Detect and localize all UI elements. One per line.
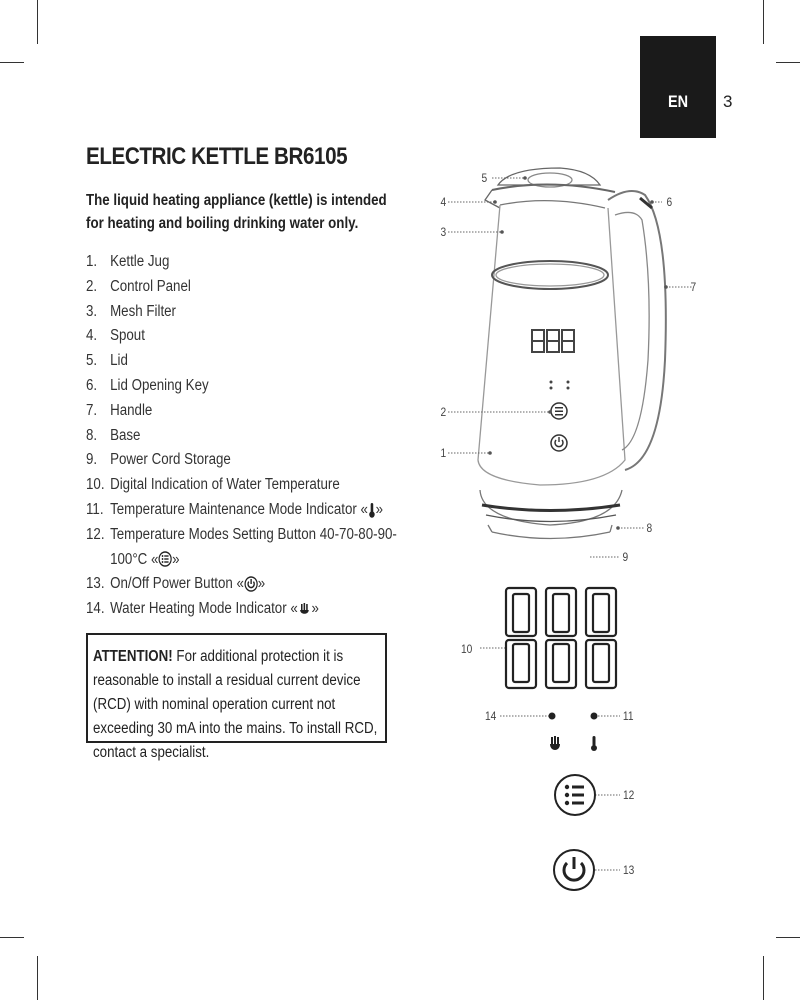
list-item: 9. Power Cord Storage [86,451,231,469]
attention-heading: ATTENTION! [93,648,173,665]
language-code: EN [667,92,689,111]
list-item: 4. Spout [86,327,145,345]
callout-5: 5 [481,171,488,185]
list-item: 5. Lid [86,352,128,370]
crop-mark [0,62,24,63]
attention-box [86,633,387,761]
list-item: 8. Base [86,426,141,444]
crop-mark [763,0,764,44]
list-item: 10. Digital Indication of Water Temperature [86,476,340,494]
callout-9: 9 [622,550,629,564]
list-item: 6. Lid Opening Key [86,376,209,394]
list-item: 11. Temperature Maintenance Mode Indicator « » [86,500,384,518]
thermometer-icon [368,502,376,518]
crop-mark [776,62,800,63]
intro-text: The liquid heating appliance (kettle) is intended for heating and boiling drinking water only. [86,192,387,232]
kettle-display-digits [532,330,574,352]
callout-12: 12 [623,788,635,802]
callout-13: 13 [623,863,635,877]
crop-mark [37,956,38,1000]
steam-hand-icon [298,601,312,617]
kettle-diagram [430,160,700,570]
list-item: 7. Handle [86,401,153,419]
page-number: 3 [723,92,733,111]
callout-4: 4 [440,195,447,209]
parts-list [86,250,397,622]
list-item: 2. Control Panel [86,277,191,295]
list-item: 13. On/Off Power Button « » [86,575,266,593]
callout-7: 7 [690,280,697,294]
callout-1: 1 [440,446,447,460]
callout-8: 8 [646,521,653,535]
list-item: 3. Mesh Filter [86,302,177,320]
menu-list-icon [158,551,172,567]
list-item: 1. Kettle Jug [86,253,170,270]
callout-6: 6 [666,195,673,209]
control-panel-diagram [480,580,660,910]
crop-mark [37,0,38,44]
crop-mark [0,937,24,938]
list-item: 12. Temperature Modes Setting Button 40-70-80-90- [86,525,397,543]
callout-10: 10 [461,642,473,656]
crop-mark [763,956,764,1000]
callout-14: 14 [485,709,497,723]
list-item: 14. Water Heating Mode Indicator « » [86,600,319,618]
crop-mark [776,937,800,938]
attention-text [93,645,385,765]
power-icon [244,576,258,592]
callout-3: 3 [440,225,447,239]
page-title: ELECTRIC KETTLE BR6105 [86,143,348,170]
callout-11: 11 [622,709,634,723]
language-tab [640,36,716,138]
attention-body: For additional protection it is reasonable to install a residual current device (RCD) with nominal operation current not exceeding 30 mA into the mains. To install RCD, contact a specialist. [93,648,378,761]
list-item: 100°C « » [110,550,180,568]
callout-2: 2 [440,405,447,419]
